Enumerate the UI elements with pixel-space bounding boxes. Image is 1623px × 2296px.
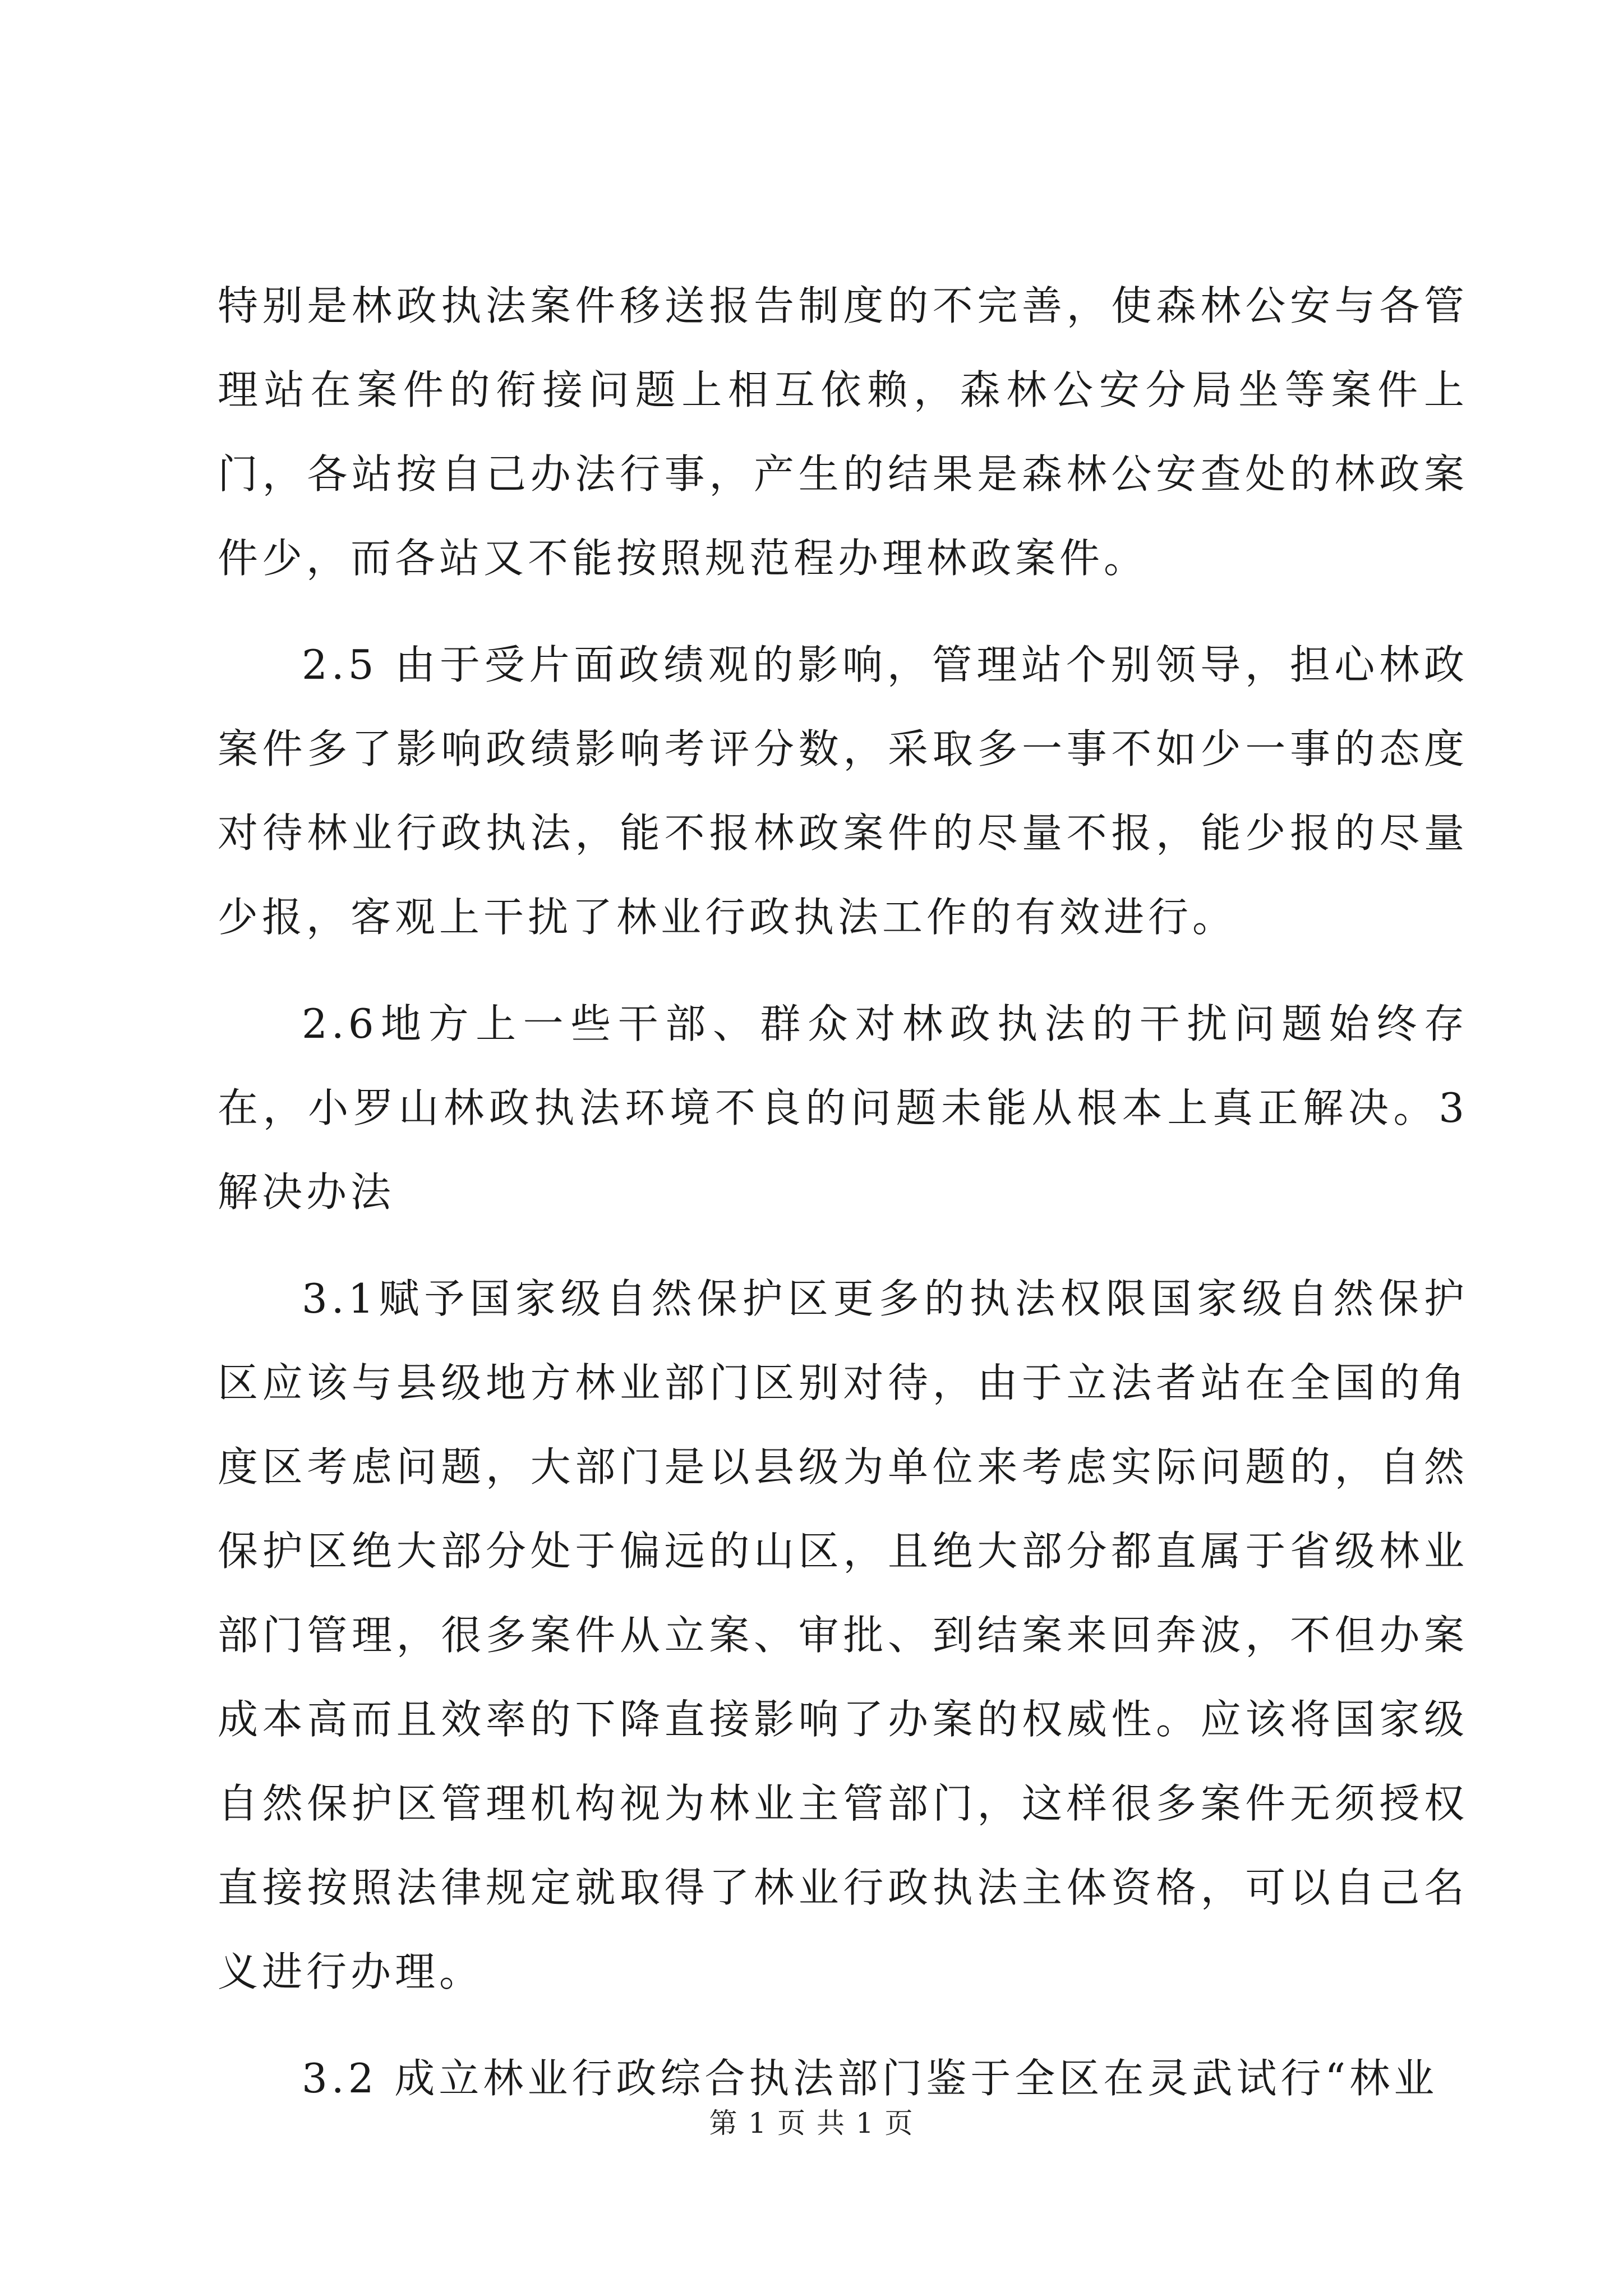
document-body [218, 264, 1468, 2143]
paragraph-2-5: 2.5 由于受片面政绩观的影响，管理站个别领导，担心林政案件多了影响政绩影响考评分数，采取多一事不如少一事的态度对待林业行政执法，能不报林政案件的尽量不报，能少报的尽量少报，客观上干扰了林业行政执法工作的有效进行。 [218, 641, 1468, 941]
paragraph-2-6: 2.6地方上一些干部、群众对林政执法的干扰问题始终存在，小罗山林政执法环境不良的问题未能从根本上真正解决。3解决办法 [218, 1000, 1468, 1216]
paragraph-3-1: 3.1赋予国家级自然保护区更多的执法权限国家级自然保护区应该与县级地方林业部门区别对待，由于立法者站在全国的角度区考虑问题，大部门是以县级为单位来考虑实际问题的，自然保护区绝大部分处于偏远的山区，且绝大部分都直属于省级林业部门管理，很多案件从立案、审批、到结案来回奔波，不但办案成本高而且效率的下降直接影响了办案的权威性。应该将国家级自然保护区管理机构视为林业主管部门，这样很多案件无须授权直接按照法律规定就取得了林业行政执法主体资格，可以自己名义进行办理。 [218, 1275, 1468, 1995]
page-number-footer: 第 1 页 共 1 页 [709, 2107, 914, 2139]
paragraph-1: 特别是林政执法案件移送报告制度的不完善，使森林公安与各管理站在案件的衔接问题上相互依赖，森林公安分局坐等案件上门，各站按自己办法行事，产生的结果是森林公安查处的林政案件少，而各站又不能按照规范程办理林政案件。 [218, 282, 1468, 582]
paragraph-3-2: 3.2 成立林业行政综合执法部门鉴于全区在灵武试行“林业 [302, 2055, 1438, 2102]
